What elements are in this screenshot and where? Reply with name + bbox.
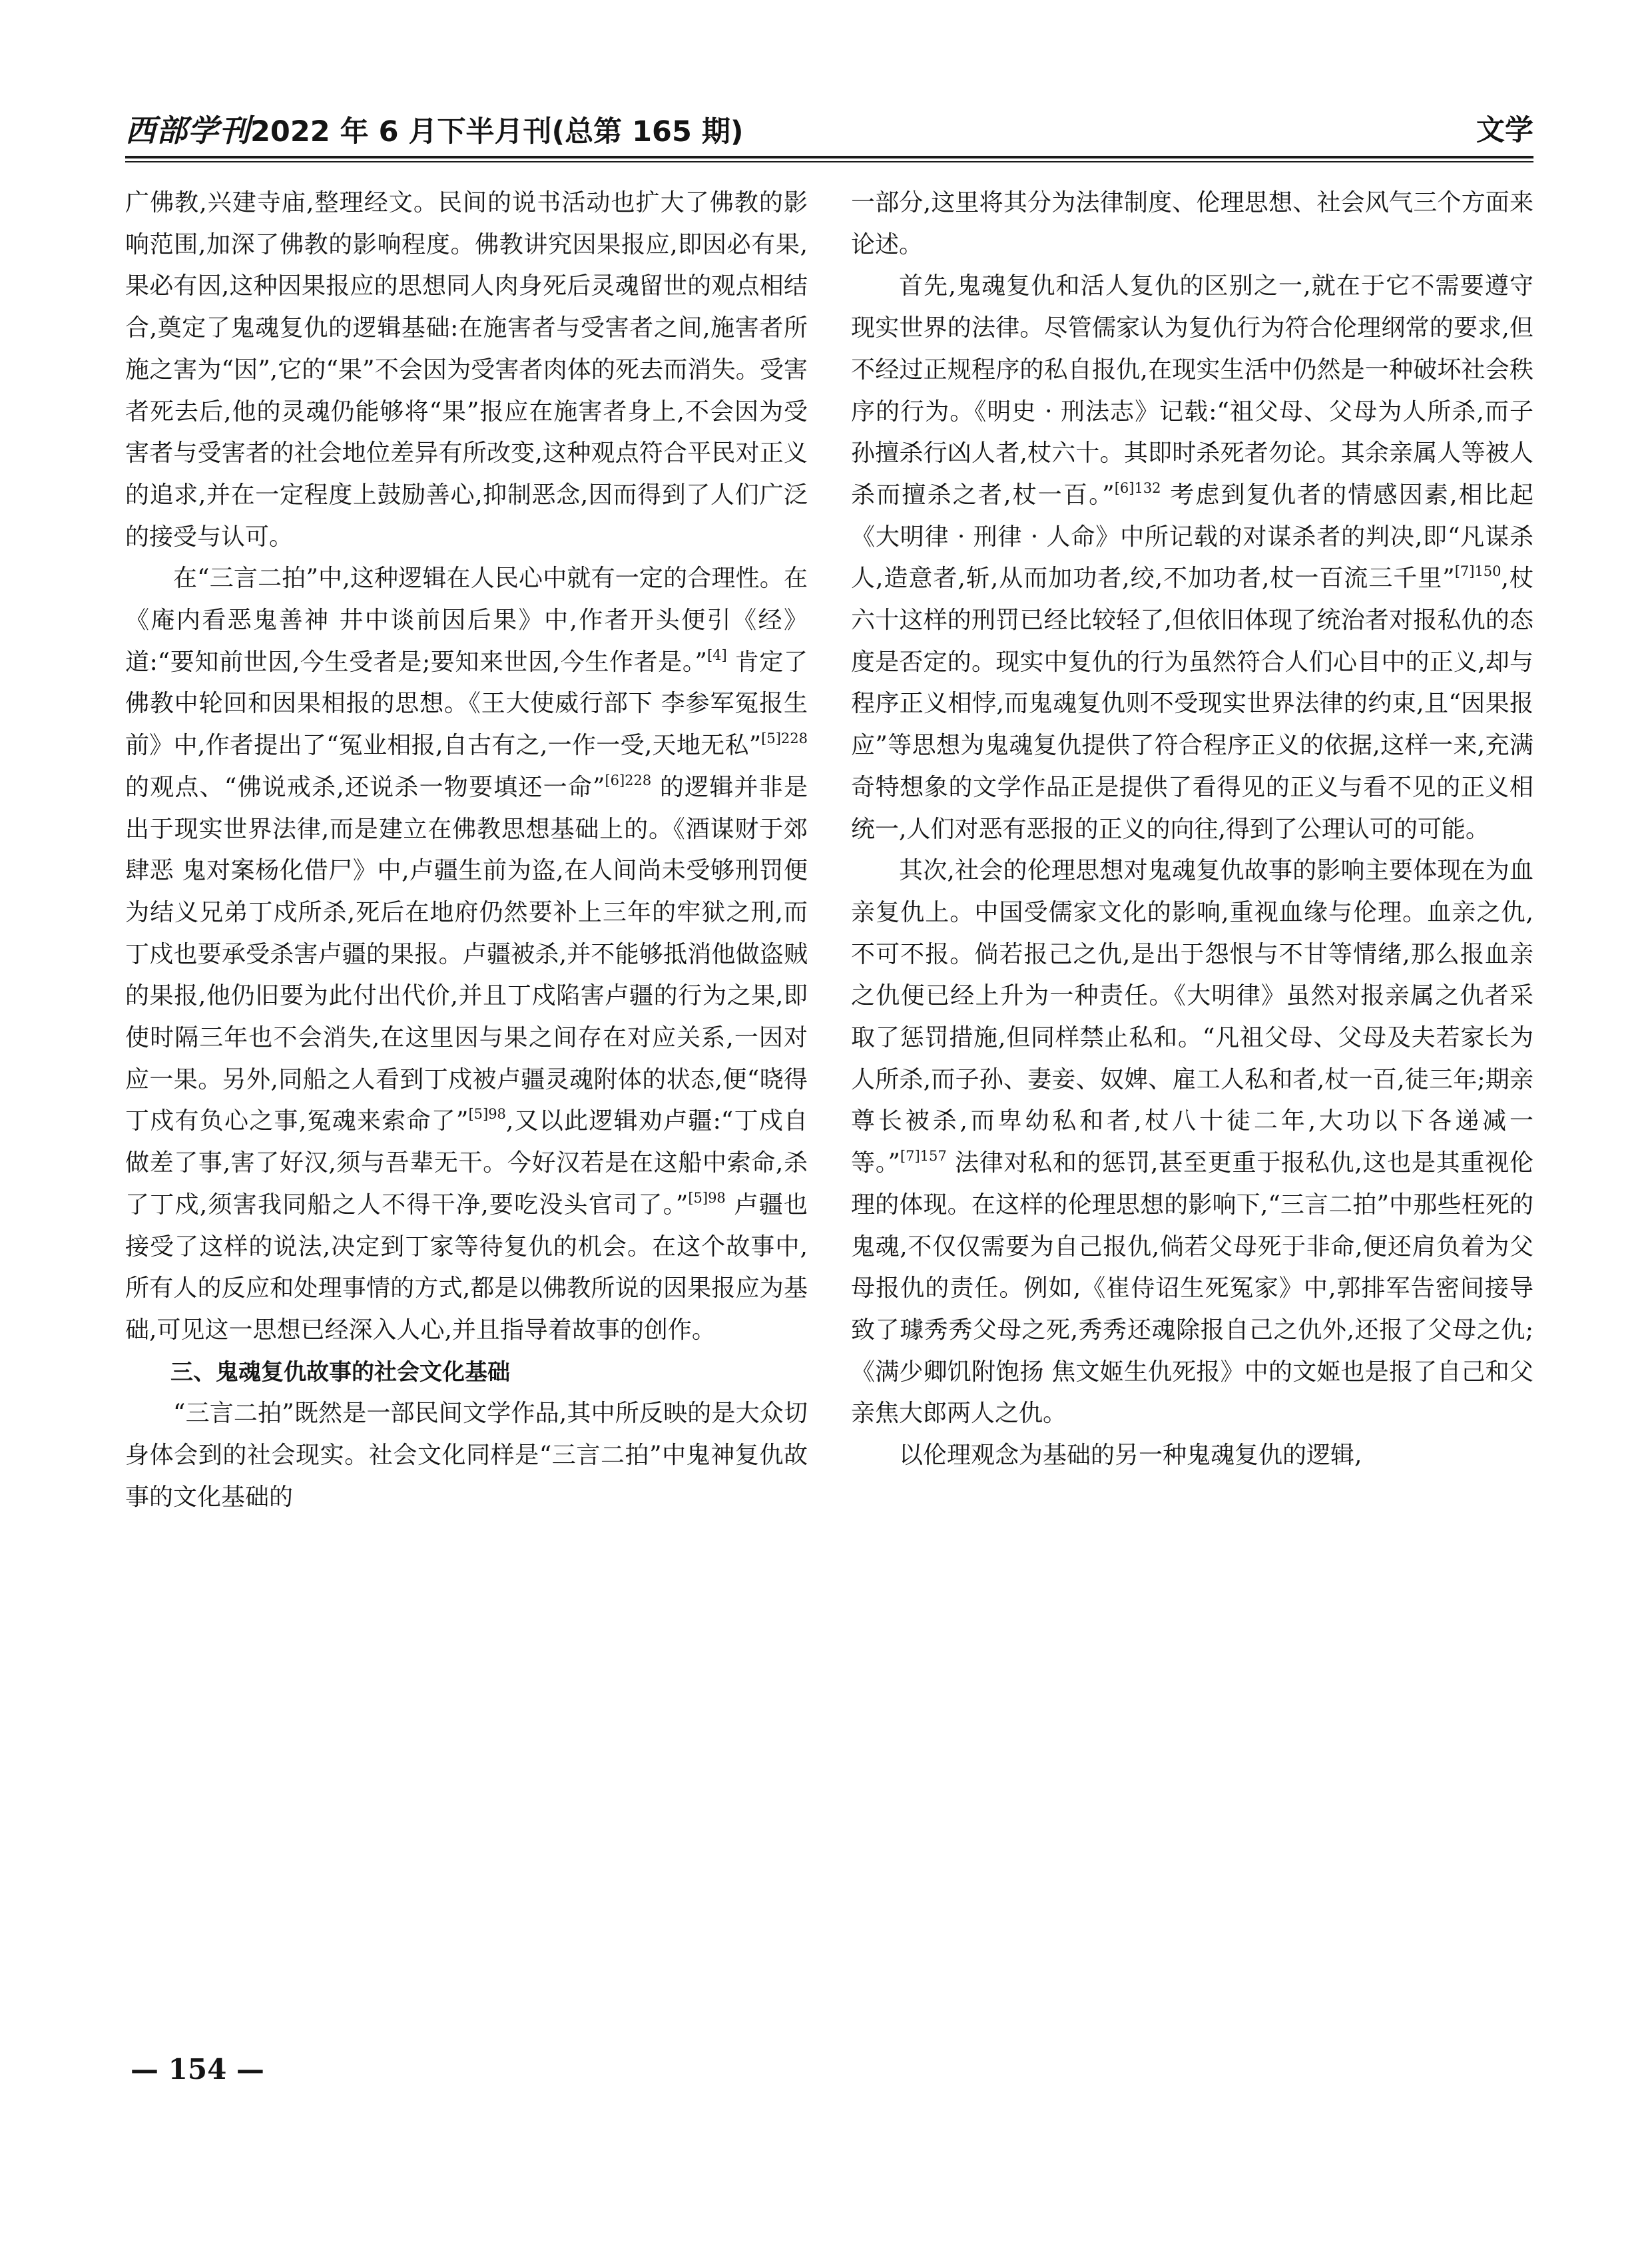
text-run: 考虑到复仇者的情感因素,相比起《大明律 · 刑律 · 人命》中所记载的对谋杀者的判决,即“凡谋杀人,造意者,斩,从而加功者,绞,不加功者,杖一百流三千里” bbox=[851, 481, 1533, 593]
text-run: 卢疆也接受了这样的说法,决定到丁家等待复仇的机会。在这个故事中,所有人的反应和处理事情的方式,都是以佛教所说的因果报应为基础,可见这一思想已经深入人心,并且指导着故事的创作。 bbox=[125, 1191, 808, 1344]
text-run: ,又以此逻辑劝卢疆:“丁戍自做差了事,害了好汉,须与吾辈无干。今好汉若是在这船中索命,杀了丁戍,须害我同船之人不得干净,要吃没头官司了。” bbox=[125, 1107, 808, 1219]
section-heading: 三、鬼魂复仇故事的社会文化基础 bbox=[170, 1358, 510, 1386]
left-column bbox=[125, 182, 808, 1519]
paragraph bbox=[125, 558, 808, 1351]
page-number: — 154 — bbox=[131, 2053, 264, 2086]
header-journal-info bbox=[125, 112, 744, 150]
journal-name: 西部学刊 bbox=[125, 113, 250, 148]
paragraph bbox=[851, 850, 1533, 1435]
citation: [6]132 bbox=[1114, 479, 1161, 496]
paragraph bbox=[851, 266, 1533, 850]
citation: [5]98 bbox=[688, 1189, 726, 1206]
text-run: ,杖六十这样的刑罚已经比较轻了,但依旧体现了统治者对报私仇的态度是否定的。现实中复仇的行为虽然符合人们心目中的正义,却与程序正义相悖,而鬼魂复仇则不受现实世界法律的约束,且“因果报应”等思想为鬼魂复仇提供了符合程序正义的依据,这样一来,充满奇特想象的文学作品正是提供了看得见的正义与看不见的正义相统一,人们对恶有恶报的正义的向往,得到了公理认可的可能。 bbox=[851, 565, 1533, 843]
running-header bbox=[125, 100, 1533, 165]
issue-info: 2022 年 6 月下半月刊(总第 165 期) bbox=[250, 115, 744, 148]
text-run: 在“三言二拍”中,这种逻辑在人民心中就有一定的合理性。在《庵内看恶鬼善神 井中谈前因后果》中,作者开头便引《经》道:“要知前世因,今生受者是;要知来世因,今生作者是。” bbox=[125, 565, 808, 676]
citation: [7]157 bbox=[900, 1148, 947, 1165]
text-run: 的观点、“佛说戒杀,还说杀一物要填还一命” bbox=[125, 773, 605, 801]
text-run: 其次,社会的伦理思想对鬼魂复仇故事的影响主要体现在为血亲复仇上。中国受儒家文化的影响,重视血缘与伦理。血亲之仇,不可不报。倘若报己之仇,是出于怨恨与不甘等情绪,那么报血亲之仇便已经上升为一种责任。《大明律》虽然对报亲属之仇者采取了惩罚措施,但同样禁止私和。“凡祖父母、父母及夫若家长为人所杀,而子孙、妻妾、奴婢、雇工人私和者,杖一百,徒三年;期亲尊长被杀,而卑幼私和者,杖八十徒二年,大功以下各递减一等。” bbox=[851, 857, 1533, 1177]
text-run: 的逻辑并非是出于现实世界法律,而是建立在佛教思想基础上的。《酒谋财于郊肆恶 鬼对案杨化借尸》中,卢疆生前为盗,在人间尚未受够刑罚便为结义兄弟丁戍所杀,死后在地府仍然要补上三年的牢狱之刑,而丁戍也要承受杀害卢疆的果报。卢疆被杀,并不能够抵消他做盗贼的果报,他仍旧要为此付出代价,并且丁戍陷害卢疆的行为之果,即使时隔三年也不会消失,在这里因与果之间存在对应关系,一因对应一果。另外,同船之人看到丁戍被卢疆灵魂附体的状态,便“晓得丁戍有负心之事,冤魂来索命了” bbox=[125, 773, 808, 1135]
paragraph: “三言二拍”既然是一部民间文学作品,其中所反映的是大众切身体会到的社会现实。社会文化同样是“三言二拍”中鬼神复仇故事的文化基础的 bbox=[125, 1400, 808, 1511]
text-run: 首先,鬼魂复仇和活人复仇的区别之一,就在于它不需要遵守现实世界的法律。尽管儒家认为复仇行为符合伦理纲常的要求,但不经过正规程序的私自报仇,在现实生活中仍然是一种破坏社会秩序的行为。《明史 · 刑法志》记载:“祖父母、父母为人所杀,而子孙擅杀行凶人者,杖六十。其即时杀死者勿论。其余亲属人等被人杀而擅杀之者,杖一百。” bbox=[851, 272, 1533, 509]
paragraph: 以伦理观念为基础的另一种鬼魂复仇的逻辑, bbox=[899, 1442, 1362, 1470]
text-run: 法律对私和的惩罚,甚至更重于报私仇,这也是其重视伦理的体现。在这样的伦理思想的影响下,“三言二拍”中那些枉死的鬼魂,不仅仅需要为自己报仇,倘若父母死于非命,便还肩负着为父母报仇的责任。例如,《崔侍诏生死冤家》中,郭排军告密间接导致了璩秀秀父母之死,秀秀还魂除报自己之仇外,还报了父母之仇;《满少卿饥附饱扬 焦文姬生仇死报》中的文姬也是报了自己和父亲焦大郎两人之仇。 bbox=[851, 1149, 1533, 1428]
citation: [4] bbox=[706, 647, 727, 663]
paragraph: 一部分,这里将其分为法律制度、伦理思想、社会风气三个方面来论述。 bbox=[851, 189, 1533, 258]
right-column bbox=[851, 182, 1533, 1477]
paragraph: 广佛教,兴建寺庙,整理经文。民间的说书活动也扩大了佛教的影响范围,加深了佛教的影响程度。佛教讲究因果报应,即因必有果,果必有因,这种因果报应的思想同人肉身死后灵魂留世的观点相结合,奠定了鬼魂复仇的逻辑基础:在施害者与受害者之间,施害者所施之害为“因”,它的“果”不会因为受害者肉体的死去而消失。受害者死去后,他的灵魂仍能够将“果”报应在施害者身上,不会因为受害者与受害者的社会地位差异有所改变,这种观点符合平民对正义的追求,并在一定程度上鼓励善心,抑制恶念,因而得到了人们广泛的接受与认可。 bbox=[125, 189, 808, 551]
header-rule-thick bbox=[125, 156, 1533, 158]
citation: [6]228 bbox=[605, 772, 652, 788]
citation: [5]228 bbox=[761, 730, 808, 747]
citation: [7]150 bbox=[1454, 563, 1502, 580]
section-name: 文学 bbox=[1476, 114, 1533, 147]
text-run: 肯定了佛教中轮回和因果相报的思想。《王大使威行部下 李参军冤报生前》中,作者提出了“冤业相报,自古有之,一作一受,天地无私” bbox=[125, 648, 808, 760]
header-rule-thin bbox=[125, 161, 1533, 162]
citation: [5]98 bbox=[468, 1106, 506, 1123]
